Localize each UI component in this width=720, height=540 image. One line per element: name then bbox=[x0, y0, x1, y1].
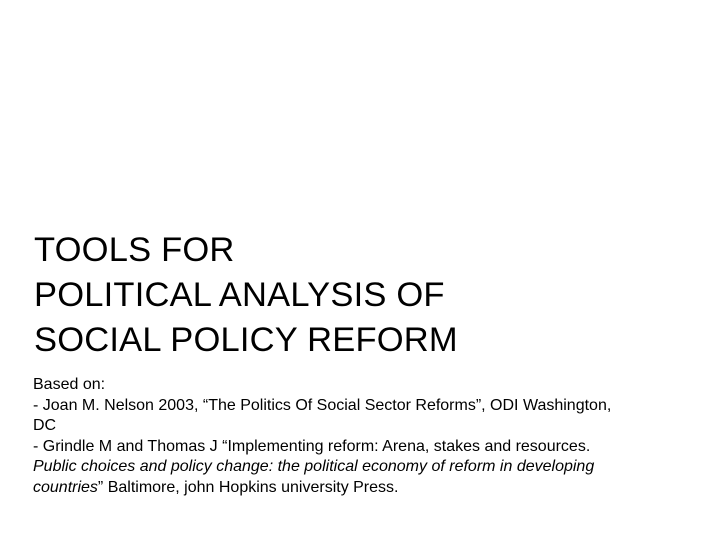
reference-2-line-3 bbox=[33, 478, 705, 499]
title-line-3: SOCIAL POLICY REFORM bbox=[34, 321, 458, 359]
reference-2-italic-title-end: countries bbox=[33, 478, 98, 496]
reference-2-italic-title: Public choices and policy change: the political economy of reform in developing bbox=[33, 458, 595, 475]
reference-1-line-2: DC bbox=[33, 417, 57, 434]
reference-2-line-1: - Grindle M and Thomas J “Implementing reform: Arena, stakes and resources. bbox=[33, 437, 591, 455]
body-intro: Based on: bbox=[33, 376, 106, 393]
reference-1-line-1: - Joan M. Nelson 2003, “The Politics Of Social Sector Reforms”, ODI Washington, bbox=[33, 396, 612, 414]
title-line-2: POLITICAL ANALYSIS OF bbox=[34, 276, 445, 314]
reference-2-line-2 bbox=[33, 457, 705, 478]
reference-2-publisher: ” Baltimore, john Hopkins university Press. bbox=[97, 478, 399, 496]
slide-title bbox=[34, 228, 674, 363]
title-line-1: TOOLS FOR bbox=[34, 231, 235, 269]
slide-body bbox=[33, 375, 705, 498]
